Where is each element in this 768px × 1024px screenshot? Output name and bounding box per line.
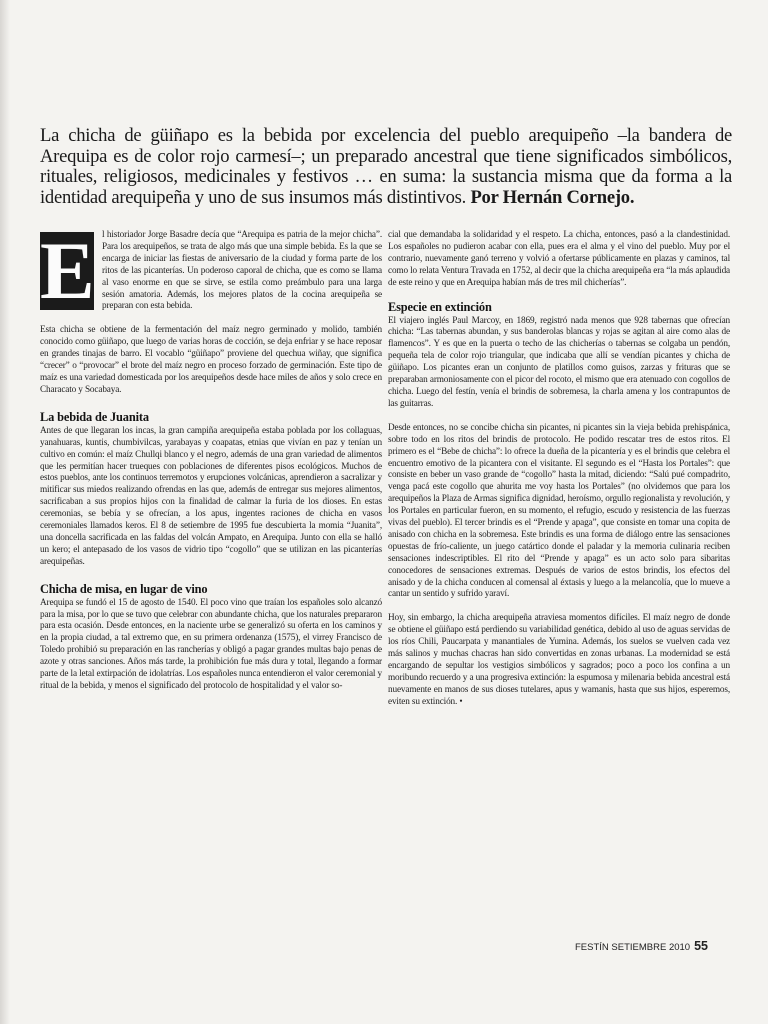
page-number: 55 xyxy=(694,939,708,953)
juanita-paragraph: Antes de que llegaran los incas, la gran campiña arequipeña estaba poblada por los collaguas, yanahuaras, kuntis, chumbivilcas, yarabayas y coapatas, etnias que vivían en paz y tenían un cultivo en común: el maíz Chullqi blanco y el negro, además de una gran variedad de alimentos que les permitían hacer trueques con poblaciones de diferentes pisos ecológicos. Muchos de estos pueblos, ante los continuos terremotos y erupciones volcánicas, aprendieron a sacralizar y mitificar sus miedos realizando ofrendas en las que, además de entregar sus mejores alimentos, sacrificaban a sus propios hijos con la finalidad de calmar la furia de los dioses. En estas ceremonias, se bebía y se ofrecían, a los apus, ingentes raciones de chicha en vasos ceremoniales llamados keros. El 8 de setiembre de 1995 fue descubierta la momia “Juanita”, una doncella sacrificada en las faldas del volcán Ampato, en Arequipa. Junto con ella se halló un kero; el antepasado de los vasos de vidrio tipo “cogollo” que se utilizan en las picanterías arequipeñas. xyxy=(40,425,382,567)
page-binding-shadow xyxy=(0,0,10,1024)
brindis-paragraph: Desde entonces, no se concibe chicha sin picantes, ni picantes sin la vieja bebida prehispánica, sobre todo en los ritos del brindis de protocolo. He podido rescatar tres de estos ritos. El primero es el “Bebe de chicha”: lo ofrece la dueña de la picantería y es el brindis que celebra el encuentro emotivo de la picantera con el visitante. El segundo es el “Hasta los Portales”: que consiste en beber un vaso grande de “cogollo” hasta la mitad, diciendo: “Salú pué compadrito, venga pacá este cogollo que ahurita me voy hasta los Portales” (no olvidemos que para los arequipeños la Plaza de Armas significa dignidad, heroísmo, orgullo regionalista y revolución, y los Portales en particular fueron, en su momento, el refugio, escudo y resistencia de las fuerzas vivas del pueblo). El tercer brindis es el “Prende y apaga”, que consiste en tomar una copita de anisado con chicha en la sobremesa. Este brindis es una forma de diálogo entre las sensaciones opuestas de frío-caliente, un juego catártico donde el paladar y la memoria culinaria reciben sensaciones indescriptibles. El rito del “Prende y apaga” es un acto solo para sibaritas conocedores de sensaciones extremas. Después de varios de estos brindis, los efectos del anisado y de la chicha conducen al comensal al éxtasis y luego a la melancolía, que lo mueve a cantar un sentido y sufrido yaraví. xyxy=(388,422,730,600)
guinapo-paragraph: Esta chicha se obtiene de la fermentación del maíz negro germinado y molido, también conocido como güiñapo, que luego de varias horas de cocción, se deja enfriar y se hace reposar en grandes tinajas de barro. El vocablo “güiñapo” proviene del quechua wiñay, que significa “crecer” o “provocar” el brote del maíz negro en proceso forzado de germinación. Este tipo de maíz es una variedad domesticada por los arequipeños desde hace miles de años y solo crece en Characato y Socabaya. xyxy=(40,325,382,395)
lede-text: La chicha de güiñapo es la bebida por excelencia del pueblo arequipeño –la bandera de Arequipa es de color rojo carmesí–; un preparado ancestral que tiene significados simbólicos, rituales, religiosos, medicinales y festivos … en suma: la sustancia misma que da forma a la identidad arequipeña y uno de sus insumos más distintivos. xyxy=(40,125,732,208)
drop-cap: E xyxy=(40,225,95,316)
intro-text: l historiador Jorge Basadre decía que “Arequipa es patria de la mejor chicha”. Para los arequipeños, se trata de algo más que una simple bebida. Es la que se encarga de iniciar las fiestas de aniversario de la ciudad y forma parte de los ritos de las picanterías. Un poderoso caporal de chicha, que es como se llama al vaso enorme en que se sirve, se estila como preámbulo para una larga sesión amatoria. Además, los mejores platos de la cocina arequipeña se preparan con esta bebida. xyxy=(102,230,382,312)
extincion-paragraph: El viajero inglés Paul Marcoy, en 1869, registró nada menos que 928 tabernas que ofrecían chicha: “Las tabernas abundan, y sus banderolas blancas y rojas se agitan al aire como alas de flamencos”. Y es que en la puerta o techo de las chicherías o tabernas se colgaba un pendón, pequeña tela de color rojo triangular, que indicaba que allí se vendían picantes y chicha de güiñapo. Los picantes eran un conjunto de platillos como guisos, zarzas y frituras que se preparaban armoniosamente con el picor del rocoto, el mismo que era atenuado con cogollos de chicha. Luego del festín, venía el brindis de sobremesa, la charla amena y los contrapuntos de las guitarras. xyxy=(388,315,730,409)
section-heading-juanita: La bebida de Juanita xyxy=(40,409,149,424)
publication-name: FESTÍN SETIEMBRE 2010 xyxy=(575,942,691,953)
section-heading-extincion: Especie en extinción xyxy=(388,299,492,314)
left-column xyxy=(40,225,382,693)
closing-paragraph: Hoy, sin embargo, la chicha arequipeña atraviesa momentos difíciles. El maíz negro de donde se obtiene el güiñapo está perdiendo su variabilidad genética, debido al uso de aguas servidas de los ríos Chili, Paucarpata y manantiales de Yumina. Además, los suelos se vuelven cada vez más salinos y muchas chacras han sido convertidas en zonas urbanas. La modernidad se está encargando de sepultar los vestigios simbólicos y sagrados; poco a poco los confina a un moribundo recuerdo y a una progresiva extinción: la espumosa y milenaria bebida ancestral está nuevamente en manos de sus dioses tutelares, apus y wamanis, hasta que sus hijos, esperemos, eviten su extinción. • xyxy=(388,613,730,707)
misa-paragraph: Arequipa se fundó el 15 de agosto de 1540. El poco vino que traían los españoles solo alcanzó para la misa, por lo que se tuvo que celebrar con abundante chicha, que los naturales prepararon para esta ocasión. Desde entonces, en la naciente urbe se generalizó su oferta en los caminos y en la propia ciudad, a tal extremo que, en su primera ordenanza (1575), el virrey Francisco de Toledo prohibió su preparación en las rancherías y obligó a pagar grandes multas bajo penas de azote y otras sanciones. Años más tarde, la prohibición fue más dura y total, llegando a formar parte de la letal extirpación de idolatrías. Los españoles nunca entendieron el valor ceremonial y ritual de la bebida, y menos el significado del protocolo de hospitalidad y el valor so- xyxy=(40,597,382,691)
intro-paragraph xyxy=(40,225,382,316)
right-column xyxy=(388,230,730,709)
article-lede xyxy=(40,126,732,208)
byline: Por Hernán Cornejo. xyxy=(470,186,635,208)
page-folio xyxy=(575,939,708,953)
misa-continued-paragraph: cial que demandaba la solidaridad y el respeto. La chicha, entonces, pasó a la clandestinidad. Los españoles no pudieron acabar con ella, pues era el alma y el vino del pueblo. Muy por el contrario, nuevamente ganó terreno y volvió a ofertarse públicamente en plazas y caminos, tal como lo relata Ventura Travada en 1752, al decir que la chicha arequipeña era “la más aplaudida de este reino y que en Arequipa habían más de tres mil chicherías”. xyxy=(388,230,730,288)
section-heading-misa: Chicha de misa, en lugar de vino xyxy=(40,581,208,596)
